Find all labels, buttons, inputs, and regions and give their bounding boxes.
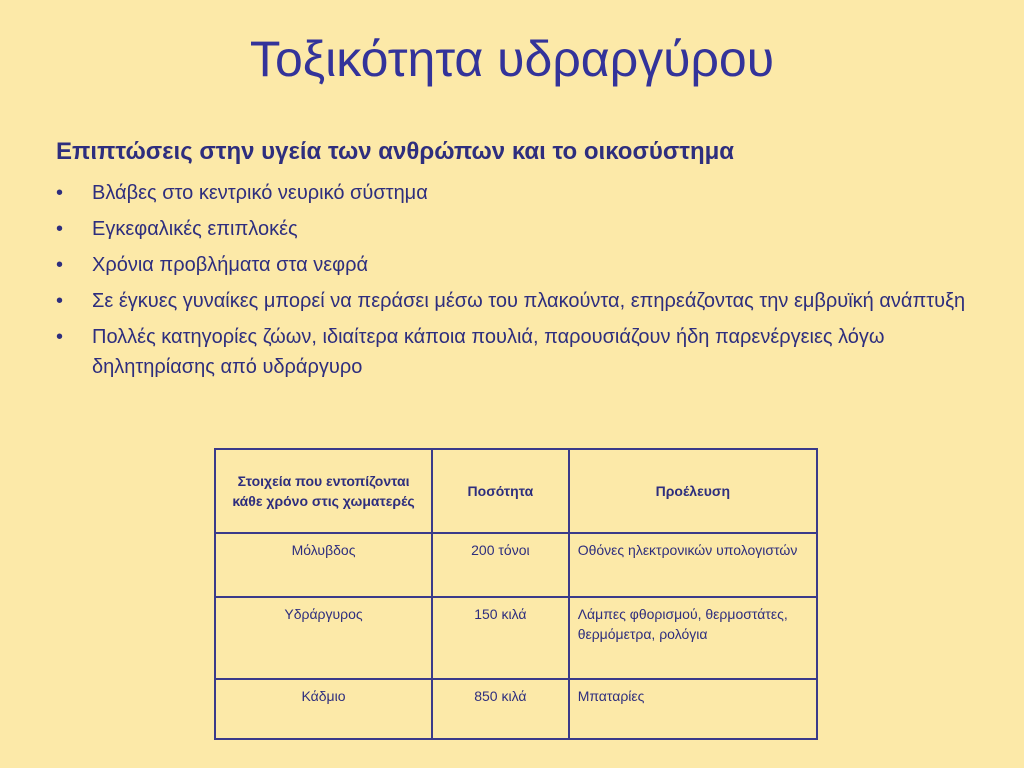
bullet-dot-icon: • (56, 326, 64, 348)
cell-quantity: 850 κιλά (432, 679, 569, 739)
landfill-elements-table (214, 448, 818, 740)
table-header-row (215, 449, 817, 533)
cell-origin: Λάμπες φθορισμού, θερμοστάτες, θερμόμετρα, ρολόγια (569, 597, 817, 679)
table-row (215, 597, 817, 679)
bullet-dot-icon: • (56, 182, 64, 204)
header-quantity: Ποσότητα (432, 449, 569, 533)
bullet-text: Χρόνια προβλήματα στα νεφρά (92, 254, 369, 276)
bullet-dot-icon: • (56, 218, 64, 240)
bullet-item (56, 250, 996, 280)
cell-element: Μόλυβδος (215, 533, 432, 597)
cell-origin: Μπαταρίες (569, 679, 817, 739)
cell-element: Κάδμιο (215, 679, 432, 739)
table-row (215, 679, 817, 739)
cell-origin: Οθόνες ηλεκτρονικών υπολογιστών (569, 533, 817, 597)
cell-quantity: 200 τόνοι (432, 533, 569, 597)
slide-subtitle: Επιπτώσεις στην υγεία των ανθρώπων και το οικοσύστημα (56, 138, 735, 165)
bullet-item (56, 178, 996, 208)
slide-title: Τοξικότητα υδραργύρου (249, 31, 775, 87)
cell-quantity: 150 κιλά (432, 597, 569, 679)
bullet-dot-icon: • (56, 254, 64, 276)
bullet-list (56, 178, 996, 388)
bullet-text: Πολλές κατηγορίες ζώων, ιδιαίτερα κάποια πουλιά, παρουσιάζουν ήδη παρενέργειες λόγω δηλητηρίασης από υδράργυρο (92, 326, 885, 378)
header-elements: Στοιχεία που εντοπίζονται κάθε χρόνο στις χωματερές (215, 449, 432, 533)
bullet-dot-icon: • (56, 290, 64, 312)
bullet-text: Σε έγκυες γυναίκες μπορεί να περάσει μέσω του πλακούντα, επηρεάζοντας την εμβρυϊκή ανάπτυξη (92, 290, 966, 312)
bullet-item (56, 214, 996, 244)
cell-element: Υδράργυρος (215, 597, 432, 679)
header-origin: Προέλευση (569, 449, 817, 533)
table-row (215, 533, 817, 597)
bullet-text: Βλάβες στο κεντρικό νευρικό σύστημα (92, 182, 428, 204)
bullet-item (56, 286, 996, 316)
bullet-item (56, 322, 996, 382)
bullet-text: Εγκεφαλικές επιπλοκές (92, 218, 298, 240)
